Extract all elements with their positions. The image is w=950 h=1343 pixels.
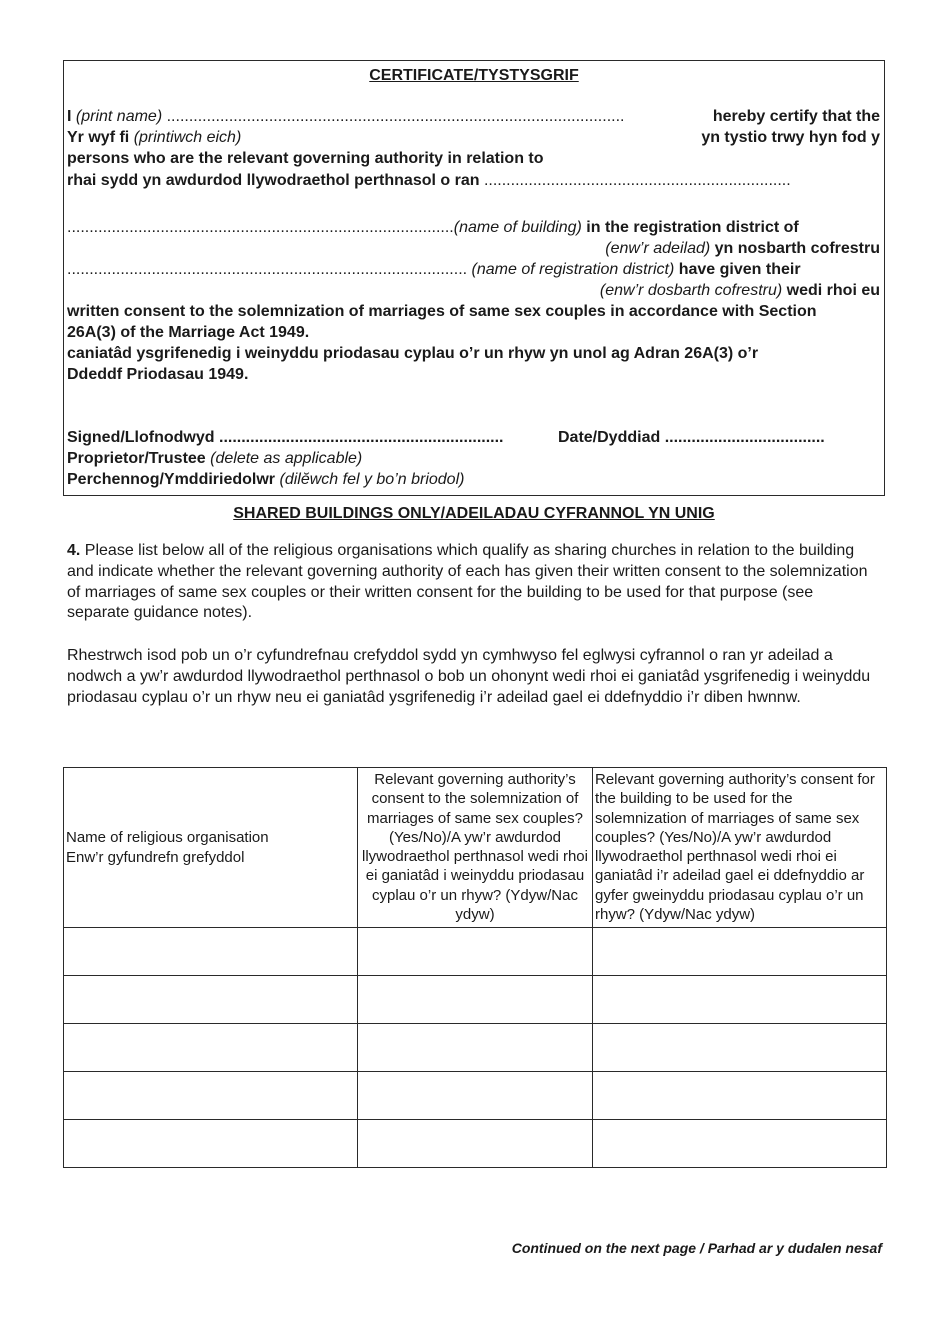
table-row bbox=[64, 1120, 887, 1168]
header-consent-building: Relevant governing authority’s consent for the building to be used for the solemnization of marriages of same sex couples? (Yes/No)/A yw’r awdurdod llywodraethol perthnasol wedi rhoi ei ganiatâd i’r adeilad gael ei ddefnyddio ar gyfer gweinyddu priodasau cyplau o’r un rhyw? (Ydyw/Nac ydyw) bbox=[593, 768, 887, 928]
authority-name-field[interactable]: ..................................................................... bbox=[483, 172, 791, 189]
print-name-line: I (print name) ....................................................................................................... bbox=[67, 108, 625, 125]
religious-organisations-table bbox=[63, 767, 887, 1168]
governing-authority-welsh-line: rhai sydd yn awdurdod llywodraethol perthnasol o ran ..................................................................... bbox=[67, 172, 791, 189]
organisation-name-cell[interactable] bbox=[64, 1072, 358, 1120]
hereby-certify-welsh-text: yn tystio trwy hyn fod y bbox=[701, 129, 880, 146]
building-name-field[interactable]: ....................................................................................... bbox=[67, 219, 454, 236]
building-name-welsh-line: (enw’r adeilad) yn nosbarth cofrestru bbox=[605, 240, 880, 257]
header-consent-solemnization: Relevant governing authority’s consent to the solemnization of marriages of same sex couples? (Yes/No)/A yw’r awdurdod llywodraethol perthnasol wedi rhoi ei ganiatâd i weinyddu priodasau cyplau o’r un rhyw? (Ydyw/Nac ydyw) bbox=[358, 768, 593, 928]
consent-solemnization-cell[interactable] bbox=[358, 976, 593, 1024]
certificate-title: CERTIFICATE/TYSTYSGRIF bbox=[369, 67, 579, 84]
certificate-box bbox=[63, 60, 885, 496]
consent-building-cell[interactable] bbox=[593, 928, 887, 976]
consent-text: written consent to the solemnization of marriages of same sex couples in accordance with Section bbox=[67, 303, 817, 320]
table-row bbox=[64, 976, 887, 1024]
shared-buildings-heading: SHARED BUILDINGS ONLY/ADEILADAU CYFRANNOL YN UNIG bbox=[233, 505, 715, 522]
signature-field[interactable]: ................................................................ bbox=[219, 429, 504, 446]
consent-welsh-text-cont: Ddeddf Priodasau 1949. bbox=[67, 366, 249, 383]
consent-building-cell[interactable] bbox=[593, 976, 887, 1024]
table-row bbox=[64, 1072, 887, 1120]
table-row bbox=[64, 928, 887, 976]
date-line: Date/Dyddiad .................................... bbox=[558, 429, 825, 446]
organisation-name-cell[interactable] bbox=[64, 928, 358, 976]
district-name-field[interactable]: .......................................................................................... bbox=[67, 261, 468, 278]
consent-building-cell[interactable] bbox=[593, 1120, 887, 1168]
table-row bbox=[64, 1024, 887, 1072]
organisation-name-cell[interactable] bbox=[64, 1024, 358, 1072]
print-name-welsh-line: Yr wyf fi (printiwch eich) bbox=[67, 129, 242, 146]
print-name-field[interactable]: ....................................................................................................... bbox=[166, 108, 625, 125]
building-name-line: .......................................................................................(name of building) in the registration district of bbox=[67, 219, 799, 236]
consent-building-cell[interactable] bbox=[593, 1072, 887, 1120]
question-4-english: 4. Please list below all of the religious organisations which qualify as sharing churches in relation to the building and indicate whether the relevant governing authority of each has given their written consent to the solemnization of marriages of same sex couples or their written consent for the building to be used for that purpose (see separate guidance notes). bbox=[67, 542, 868, 622]
continued-footer: Continued on the next page / Parhad ar y dudalen nesaf bbox=[511, 1240, 882, 1256]
hereby-certify-text: hereby certify that the bbox=[712, 108, 880, 125]
date-field[interactable]: .................................... bbox=[664, 429, 825, 446]
signed-line: Signed/Llofnodwyd ................................................................ bbox=[67, 429, 504, 446]
consent-solemnization-cell[interactable] bbox=[358, 1120, 593, 1168]
consent-solemnization-cell[interactable] bbox=[358, 1072, 593, 1120]
governing-authority-text: persons who are the relevant governing authority in relation to bbox=[67, 150, 544, 167]
district-name-welsh-line: (enw’r dosbarth cofrestru) wedi rhoi eu bbox=[599, 282, 880, 299]
organisation-name-cell[interactable] bbox=[64, 976, 358, 1024]
question-4-welsh: Rhestrwch isod pob un o’r cyfundrefnau crefyddol sydd yn cymhwyso fel eglwysi cyfrannol o ran yr adeilad a nodwch a yw’r awdurdod llywodraethol perthnasol o bob un ohonynt wedi rhoi ei ganiatâd ysgrifenedig i weinyddu priodasau cyplau o’r un rhyw neu ei ganiatâd ysgrifenedig i’r adeilad gael ei ddefnyddio i’r diben hwnnw. bbox=[67, 647, 871, 706]
organisation-name-cell[interactable] bbox=[64, 1120, 358, 1168]
consent-solemnization-cell[interactable] bbox=[358, 1024, 593, 1072]
perchennog-line: Perchennog/Ymddiriedolwr (dilĕwch fel y bo’n briodol) bbox=[67, 471, 465, 488]
consent-text-cont: 26A(3) of the Marriage Act 1949. bbox=[67, 324, 310, 341]
consent-building-cell[interactable] bbox=[593, 1024, 887, 1072]
header-organisation-name: Name of religious organisation Enw’r gyfundrefn grefyddol bbox=[64, 768, 358, 928]
consent-solemnization-cell[interactable] bbox=[358, 928, 593, 976]
table-header-row bbox=[64, 768, 887, 928]
district-name-line: .......................................................................................... (name of registration district) have given their bbox=[67, 261, 801, 278]
consent-welsh-text: caniatâd ysgrifenedig i weinyddu priodasau cyplau o’r un rhyw yn unol ag Adran 26A(3) o’r bbox=[67, 345, 759, 362]
proprietor-line: Proprietor/Trustee (delete as applicable) bbox=[67, 450, 363, 467]
